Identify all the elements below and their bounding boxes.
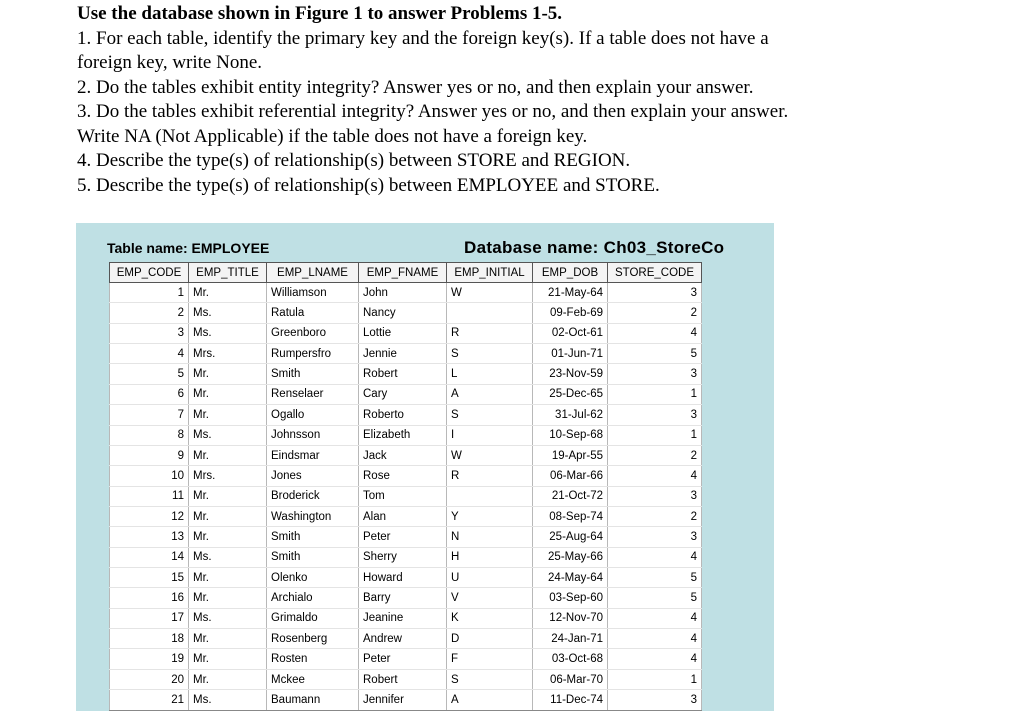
cell-store-code: 3 — [608, 527, 702, 547]
cell-emp-fname: Robert — [359, 669, 447, 689]
cell-emp-code: 18 — [110, 629, 189, 649]
cell-store-code: 3 — [608, 405, 702, 425]
cell-emp-code: 16 — [110, 588, 189, 608]
cell-emp-title: Mr. — [189, 486, 267, 506]
cell-emp-initial: W — [447, 445, 533, 465]
cell-emp-code: 20 — [110, 669, 189, 689]
cell-emp-title: Mr. — [189, 405, 267, 425]
cell-store-code: 1 — [608, 425, 702, 445]
cell-emp-lname: Jones — [267, 466, 359, 486]
cell-emp-title: Mr. — [189, 506, 267, 526]
table-row — [110, 506, 702, 526]
column-header-emp-dob: EMP_DOB — [533, 263, 608, 283]
cell-emp-dob: 23-Nov-59 — [533, 364, 608, 384]
cell-emp-fname: Lottie — [359, 323, 447, 343]
cell-emp-fname: Jennifer — [359, 690, 447, 710]
table-row — [110, 649, 702, 669]
cell-emp-dob: 31-Jul-62 — [533, 405, 608, 425]
cell-emp-lname: Olenko — [267, 568, 359, 588]
cell-emp-title: Mr. — [189, 527, 267, 547]
cell-emp-initial: S — [447, 344, 533, 364]
cell-emp-code: 13 — [110, 527, 189, 547]
cell-emp-fname: Barry — [359, 588, 447, 608]
cell-emp-fname: Nancy — [359, 303, 447, 323]
cell-emp-lname: Smith — [267, 547, 359, 567]
cell-emp-initial: I — [447, 425, 533, 445]
cell-store-code: 1 — [608, 669, 702, 689]
cell-emp-code: 10 — [110, 466, 189, 486]
cell-emp-code: 12 — [110, 506, 189, 526]
cell-emp-dob: 10-Sep-68 — [533, 425, 608, 445]
database-name-label: Database name: Ch03_StoreCo — [464, 238, 725, 257]
table-row — [110, 283, 702, 303]
cell-emp-fname: Elizabeth — [359, 425, 447, 445]
cell-emp-fname: Rose — [359, 466, 447, 486]
cell-emp-initial: K — [447, 608, 533, 628]
cell-emp-lname: Rosten — [267, 649, 359, 669]
cell-emp-initial: V — [447, 588, 533, 608]
cell-emp-dob: 25-Aug-64 — [533, 527, 608, 547]
cell-emp-code: 5 — [110, 364, 189, 384]
column-header-emp-title: EMP_TITLE — [189, 263, 267, 283]
cell-emp-title: Mr. — [189, 568, 267, 588]
table-row — [110, 323, 702, 343]
cell-emp-initial — [447, 486, 533, 506]
cell-emp-lname: Greenboro — [267, 323, 359, 343]
cell-emp-fname: Peter — [359, 649, 447, 669]
table-row — [110, 303, 702, 323]
cell-store-code: 4 — [608, 608, 702, 628]
cell-store-code: 4 — [608, 629, 702, 649]
table-row — [110, 384, 702, 404]
table-row — [110, 568, 702, 588]
cell-emp-initial: F — [447, 649, 533, 669]
cell-emp-fname: Howard — [359, 568, 447, 588]
instructions — [77, 2, 977, 198]
cell-store-code: 3 — [608, 486, 702, 506]
cell-emp-initial: R — [447, 466, 533, 486]
instruction-line: 4. Describe the type(s) of relationship(s) between STORE and REGION. — [77, 150, 631, 171]
cell-emp-fname: Jeanine — [359, 608, 447, 628]
cell-emp-code: 3 — [110, 323, 189, 343]
cell-emp-fname: Tom — [359, 486, 447, 506]
cell-emp-initial: Y — [447, 506, 533, 526]
cell-emp-lname: Ogallo — [267, 405, 359, 425]
table-row — [110, 425, 702, 445]
cell-emp-fname: Alan — [359, 506, 447, 526]
cell-emp-title: Ms. — [189, 547, 267, 567]
cell-emp-dob: 09-Feb-69 — [533, 303, 608, 323]
cell-emp-dob: 21-May-64 — [533, 283, 608, 303]
cell-emp-initial: S — [447, 669, 533, 689]
cell-emp-title: Mrs. — [189, 344, 267, 364]
cell-emp-dob: 25-Dec-65 — [533, 384, 608, 404]
cell-emp-lname: Eindsmar — [267, 445, 359, 465]
cell-emp-dob: 03-Oct-68 — [533, 649, 608, 669]
cell-emp-dob: 11-Dec-74 — [533, 690, 608, 710]
cell-emp-code: 4 — [110, 344, 189, 364]
cell-emp-code: 2 — [110, 303, 189, 323]
cell-emp-title: Ms. — [189, 425, 267, 445]
table-row — [110, 364, 702, 384]
cell-emp-dob: 19-Apr-55 — [533, 445, 608, 465]
cell-emp-lname: Renselaer — [267, 384, 359, 404]
cell-emp-initial: R — [447, 323, 533, 343]
cell-store-code: 2 — [608, 303, 702, 323]
column-header-store-code: STORE_CODE — [608, 263, 702, 283]
cell-emp-title: Mr. — [189, 445, 267, 465]
cell-emp-dob: 02-Oct-61 — [533, 323, 608, 343]
cell-emp-code: 17 — [110, 608, 189, 628]
cell-emp-dob: 06-Mar-70 — [533, 669, 608, 689]
cell-store-code: 2 — [608, 506, 702, 526]
table-row — [110, 486, 702, 506]
cell-emp-dob: 24-Jan-71 — [533, 629, 608, 649]
cell-emp-dob: 12-Nov-70 — [533, 608, 608, 628]
cell-emp-initial: L — [447, 364, 533, 384]
cell-emp-code: 19 — [110, 649, 189, 669]
cell-emp-initial: S — [447, 405, 533, 425]
cell-emp-code: 9 — [110, 445, 189, 465]
cell-emp-title: Mr. — [189, 588, 267, 608]
table-row — [110, 466, 702, 486]
cell-emp-lname: Rumpersfro — [267, 344, 359, 364]
cell-emp-title: Ms. — [189, 608, 267, 628]
cell-emp-lname: Johnsson — [267, 425, 359, 445]
column-header-emp-fname: EMP_FNAME — [359, 263, 447, 283]
cell-store-code: 2 — [608, 445, 702, 465]
cell-emp-code: 6 — [110, 384, 189, 404]
cell-emp-initial: W — [447, 283, 533, 303]
table-row — [110, 608, 702, 628]
cell-store-code: 3 — [608, 690, 702, 710]
cell-emp-lname: Rosenberg — [267, 629, 359, 649]
instruction-line: 2. Do the tables exhibit entity integrity? Answer yes or no, and then explain your answer. — [77, 76, 754, 98]
cell-emp-title: Ms. — [189, 303, 267, 323]
column-header-emp-code: EMP_CODE — [110, 263, 189, 283]
cell-emp-initial: N — [447, 527, 533, 547]
cell-store-code: 4 — [608, 466, 702, 486]
table-row — [110, 669, 702, 689]
cell-emp-code: 1 — [110, 283, 189, 303]
table-row — [110, 344, 702, 364]
cell-emp-initial: H — [447, 547, 533, 567]
table-row — [110, 527, 702, 547]
cell-emp-lname: Ratula — [267, 303, 359, 323]
cell-emp-lname: Grimaldo — [267, 608, 359, 628]
cell-emp-initial: A — [447, 690, 533, 710]
cell-emp-dob: 21-Oct-72 — [533, 486, 608, 506]
cell-emp-dob: 08-Sep-74 — [533, 506, 608, 526]
cell-emp-title: Mrs. — [189, 466, 267, 486]
cell-emp-dob: 01-Jun-71 — [533, 344, 608, 364]
cell-emp-lname: Williamson — [267, 283, 359, 303]
cell-store-code: 4 — [608, 323, 702, 343]
cell-emp-fname: Peter — [359, 527, 447, 547]
table-name-label: Table name: EMPLOYEE — [107, 240, 270, 256]
cell-store-code: 5 — [608, 344, 702, 364]
cell-store-code: 1 — [608, 384, 702, 404]
cell-emp-lname: Smith — [267, 527, 359, 547]
figure-employee-table — [76, 223, 774, 711]
cell-emp-title: Ms. — [189, 690, 267, 710]
cell-store-code: 3 — [608, 283, 702, 303]
cell-emp-lname: Archialo — [267, 588, 359, 608]
column-header-emp-lname: EMP_LNAME — [267, 263, 359, 283]
cell-emp-fname: Jack — [359, 445, 447, 465]
cell-emp-lname: Broderick — [267, 486, 359, 506]
cell-store-code: 5 — [608, 588, 702, 608]
cell-emp-lname: Mckee — [267, 669, 359, 689]
cell-emp-initial: D — [447, 629, 533, 649]
cell-emp-lname: Smith — [267, 364, 359, 384]
cell-emp-lname: Baumann — [267, 690, 359, 710]
table-row — [110, 629, 702, 649]
cell-emp-fname: Roberto — [359, 405, 447, 425]
cell-emp-fname: Jennie — [359, 344, 447, 364]
cell-emp-initial: U — [447, 568, 533, 588]
cell-store-code: 5 — [608, 568, 702, 588]
cell-emp-initial — [447, 303, 533, 323]
table-row — [110, 588, 702, 608]
instructions-title: Use the database shown in Figure 1 to answer Problems 1-5. — [77, 3, 563, 24]
cell-store-code: 4 — [608, 547, 702, 567]
table-header-row — [110, 263, 702, 283]
cell-emp-title: Mr. — [189, 384, 267, 404]
cell-emp-code: 7 — [110, 405, 189, 425]
cell-emp-code: 15 — [110, 568, 189, 588]
cell-store-code: 4 — [608, 649, 702, 669]
cell-emp-code: 8 — [110, 425, 189, 445]
cell-emp-title: Mr. — [189, 649, 267, 669]
cell-emp-code: 11 — [110, 486, 189, 506]
column-header-emp-initial: EMP_INITIAL — [447, 263, 533, 283]
instruction-line: 1. For each table, identify the primary key and the foreign key(s). If a table does not have a — [77, 27, 769, 49]
cell-emp-dob: 06-Mar-66 — [533, 466, 608, 486]
cell-emp-fname: Andrew — [359, 629, 447, 649]
cell-emp-title: Ms. — [189, 323, 267, 343]
cell-emp-initial: A — [447, 384, 533, 404]
instruction-line: foreign key, write None. — [77, 52, 263, 73]
cell-emp-title: Mr. — [189, 629, 267, 649]
employee-table — [109, 262, 702, 711]
cell-emp-title: Mr. — [189, 364, 267, 384]
instruction-line: 5. Describe the type(s) of relationship(s) between EMPLOYEE and STORE. — [77, 174, 660, 196]
cell-emp-fname: John — [359, 283, 447, 303]
cell-store-code: 3 — [608, 364, 702, 384]
cell-emp-title: Mr. — [189, 669, 267, 689]
cell-emp-code: 21 — [110, 690, 189, 710]
cell-emp-fname: Robert — [359, 364, 447, 384]
cell-emp-lname: Washington — [267, 506, 359, 526]
cell-emp-fname: Sherry — [359, 547, 447, 567]
table-row — [110, 547, 702, 567]
table-row — [110, 690, 702, 710]
cell-emp-title: Mr. — [189, 283, 267, 303]
cell-emp-dob: 25-May-66 — [533, 547, 608, 567]
cell-emp-dob: 03-Sep-60 — [533, 588, 608, 608]
table-row — [110, 405, 702, 425]
instruction-line: Write NA (Not Applicable) if the table does not have a foreign key. — [77, 125, 588, 147]
cell-emp-dob: 24-May-64 — [533, 568, 608, 588]
instruction-line: 3. Do the tables exhibit referential integrity? Answer yes or no, and then explain your answer. — [77, 101, 789, 122]
table-row — [110, 445, 702, 465]
table-body — [110, 283, 702, 711]
cell-emp-fname: Cary — [359, 384, 447, 404]
cell-emp-code: 14 — [110, 547, 189, 567]
